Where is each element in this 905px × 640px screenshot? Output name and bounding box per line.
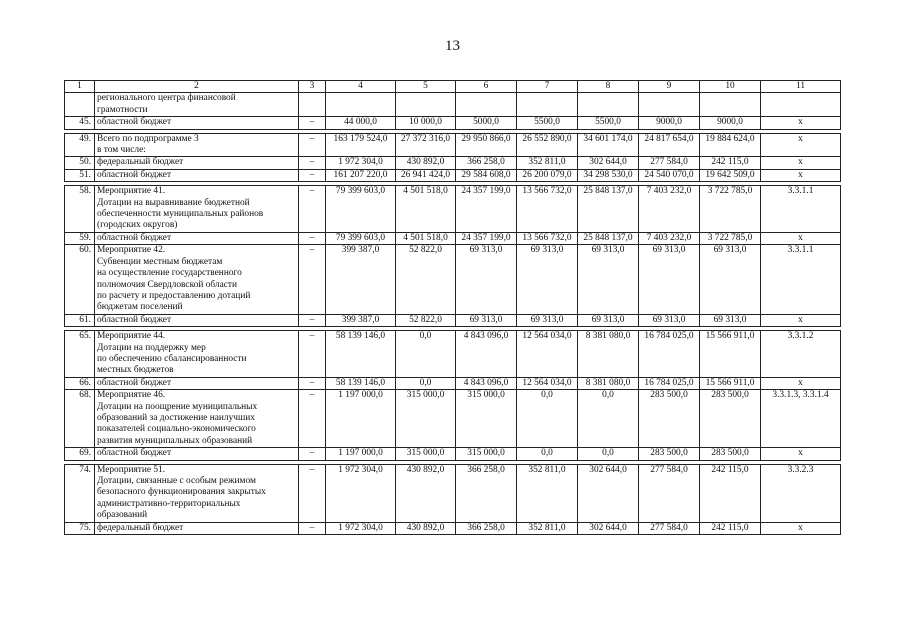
amount-cell: 26 941 424,0 bbox=[396, 169, 456, 181]
table-row bbox=[65, 169, 841, 181]
amount-cell: 242 115,0 bbox=[700, 157, 761, 169]
amount-cell: 9000,0 bbox=[639, 117, 700, 129]
target-ref: x bbox=[761, 377, 841, 389]
amount-cell: 302 644,0 bbox=[578, 522, 639, 534]
amount-cell bbox=[578, 93, 639, 117]
amount-cell: 161 207 220,0 bbox=[326, 169, 396, 181]
row-marker: – bbox=[299, 232, 326, 244]
row-description: областной бюджет bbox=[95, 377, 299, 389]
row-number: 60. bbox=[65, 245, 95, 314]
row-number: 66. bbox=[65, 377, 95, 389]
amount-cell: 16 784 025,0 bbox=[639, 377, 700, 389]
row-marker: – bbox=[299, 522, 326, 534]
row-marker: – bbox=[299, 377, 326, 389]
row-marker: – bbox=[299, 314, 326, 326]
amount-cell: 399 387,0 bbox=[326, 314, 396, 326]
amount-cell: 5500,0 bbox=[578, 117, 639, 129]
amount-cell: 352 811,0 bbox=[517, 464, 578, 522]
amount-cell: 315 000,0 bbox=[456, 390, 517, 448]
row-description: Мероприятие 51. Дотации, связанные с особым режимом безопасного функционирования закрытых административно-территориальных образований bbox=[95, 464, 299, 522]
amount-cell: 352 811,0 bbox=[517, 522, 578, 534]
column-header: 9 bbox=[639, 81, 700, 93]
amount-cell: 26 552 890,0 bbox=[517, 133, 578, 157]
row-description: областной бюджет bbox=[95, 169, 299, 181]
amount-cell bbox=[700, 93, 761, 117]
amount-cell: 69 313,0 bbox=[700, 314, 761, 326]
amount-cell: 8 381 080,0 bbox=[578, 377, 639, 389]
amount-cell: 69 313,0 bbox=[639, 245, 700, 314]
amount-cell: 0,0 bbox=[578, 390, 639, 448]
amount-cell: 1 972 304,0 bbox=[326, 157, 396, 169]
table-row bbox=[65, 314, 841, 326]
row-marker: – bbox=[299, 245, 326, 314]
amount-cell: 7 403 232,0 bbox=[639, 186, 700, 233]
amount-cell: 277 584,0 bbox=[639, 464, 700, 522]
amount-cell: 34 298 530,0 bbox=[578, 169, 639, 181]
amount-cell: 69 313,0 bbox=[456, 245, 517, 314]
amount-cell: 4 501 518,0 bbox=[396, 186, 456, 233]
column-header: 2 bbox=[95, 81, 299, 93]
table-row bbox=[65, 133, 841, 157]
row-number: 45. bbox=[65, 117, 95, 129]
amount-cell: 4 843 096,0 bbox=[456, 331, 517, 378]
amount-cell: 69 313,0 bbox=[639, 314, 700, 326]
row-description: Мероприятие 42. Субвенции местным бюджетам на осуществление государственного полномочия Свердловской области по расчету и предоставлению дотаций бюджетам поселений bbox=[95, 245, 299, 314]
table-row bbox=[65, 390, 841, 448]
target-ref: x bbox=[761, 133, 841, 157]
row-description: областной бюджет bbox=[95, 448, 299, 460]
amount-cell: 352 811,0 bbox=[517, 157, 578, 169]
amount-cell: 13 566 732,0 bbox=[517, 186, 578, 233]
row-number bbox=[65, 93, 95, 117]
amount-cell: 4 501 518,0 bbox=[396, 232, 456, 244]
row-number: 51. bbox=[65, 169, 95, 181]
row-number: 58. bbox=[65, 186, 95, 233]
target-ref: 3.3.2.3 bbox=[761, 464, 841, 522]
target-ref: 3.3.1.2 bbox=[761, 331, 841, 378]
column-header: 8 bbox=[578, 81, 639, 93]
row-description: Мероприятие 44. Дотации на поддержку мер по обеспечению сбалансированности местных бюджетов bbox=[95, 331, 299, 378]
row-description: Мероприятие 41. Дотации на выравнивание бюджетной обеспеченности муниципальных районов (городских округов) bbox=[95, 186, 299, 233]
target-ref: 3.3.1.3, 3.3.1.4 bbox=[761, 390, 841, 448]
row-number: 50. bbox=[65, 157, 95, 169]
amount-cell: 29 950 866,0 bbox=[456, 133, 517, 157]
row-marker: – bbox=[299, 133, 326, 157]
amount-cell: 24 817 654,0 bbox=[639, 133, 700, 157]
amount-cell: 1 197 000,0 bbox=[326, 448, 396, 460]
amount-cell: 315 000,0 bbox=[396, 390, 456, 448]
column-header: 4 bbox=[326, 81, 396, 93]
amount-cell: 58 139 146,0 bbox=[326, 377, 396, 389]
table-row bbox=[65, 331, 841, 378]
row-number: 69. bbox=[65, 448, 95, 460]
amount-cell: 283 500,0 bbox=[639, 448, 700, 460]
amount-cell: 69 313,0 bbox=[456, 314, 517, 326]
target-ref: x bbox=[761, 117, 841, 129]
amount-cell: 366 258,0 bbox=[456, 157, 517, 169]
amount-cell: 315 000,0 bbox=[456, 448, 517, 460]
row-marker bbox=[299, 93, 326, 117]
amount-cell: 25 848 137,0 bbox=[578, 186, 639, 233]
row-marker: – bbox=[299, 331, 326, 378]
amount-cell: 315 000,0 bbox=[396, 448, 456, 460]
amount-cell bbox=[456, 93, 517, 117]
amount-cell: 277 584,0 bbox=[639, 522, 700, 534]
amount-cell: 1 197 000,0 bbox=[326, 390, 396, 448]
column-header: 7 bbox=[517, 81, 578, 93]
amount-cell: 430 892,0 bbox=[396, 522, 456, 534]
row-number: 68. bbox=[65, 390, 95, 448]
amount-cell: 29 584 608,0 bbox=[456, 169, 517, 181]
amount-cell: 58 139 146,0 bbox=[326, 331, 396, 378]
row-description: федеральный бюджет bbox=[95, 522, 299, 534]
row-description: Всего по подпрограмме 3 в том числе: bbox=[95, 133, 299, 157]
amount-cell: 7 403 232,0 bbox=[639, 232, 700, 244]
target-ref: x bbox=[761, 448, 841, 460]
row-marker: – bbox=[299, 186, 326, 233]
amount-cell: 5000,0 bbox=[456, 117, 517, 129]
table-row bbox=[65, 377, 841, 389]
amount-cell: 1 972 304,0 bbox=[326, 522, 396, 534]
amount-cell: 366 258,0 bbox=[456, 464, 517, 522]
target-ref bbox=[761, 93, 841, 117]
table-row bbox=[65, 464, 841, 522]
row-marker: – bbox=[299, 390, 326, 448]
column-header: 3 bbox=[299, 81, 326, 93]
column-header: 1 bbox=[65, 81, 95, 93]
amount-cell: 0,0 bbox=[396, 377, 456, 389]
amount-cell: 430 892,0 bbox=[396, 464, 456, 522]
target-ref: x bbox=[761, 522, 841, 534]
amount-cell: 79 399 603,0 bbox=[326, 232, 396, 244]
amount-cell: 15 566 911,0 bbox=[700, 377, 761, 389]
row-number: 75. bbox=[65, 522, 95, 534]
target-ref: x bbox=[761, 157, 841, 169]
amount-cell: 430 892,0 bbox=[396, 157, 456, 169]
table-header-row bbox=[65, 81, 841, 93]
target-ref: x bbox=[761, 232, 841, 244]
amount-cell bbox=[517, 93, 578, 117]
amount-cell: 69 313,0 bbox=[578, 245, 639, 314]
amount-cell: 13 566 732,0 bbox=[517, 232, 578, 244]
table-row bbox=[65, 117, 841, 129]
amount-cell bbox=[396, 93, 456, 117]
amount-cell: 283 500,0 bbox=[700, 448, 761, 460]
row-description: регионального центра финансовой грамотности bbox=[95, 93, 299, 117]
row-marker: – bbox=[299, 464, 326, 522]
amount-cell: 277 584,0 bbox=[639, 157, 700, 169]
table-row bbox=[65, 232, 841, 244]
row-number: 74. bbox=[65, 464, 95, 522]
amount-cell: 0,0 bbox=[517, 390, 578, 448]
amount-cell: 52 822,0 bbox=[396, 245, 456, 314]
amount-cell: 12 564 034,0 bbox=[517, 331, 578, 378]
budget-table bbox=[64, 80, 841, 535]
row-description: областной бюджет bbox=[95, 232, 299, 244]
column-header: 11 bbox=[761, 81, 841, 93]
amount-cell bbox=[326, 93, 396, 117]
table-row bbox=[65, 93, 841, 117]
table-row bbox=[65, 157, 841, 169]
row-number: 59. bbox=[65, 232, 95, 244]
row-number: 61. bbox=[65, 314, 95, 326]
row-marker: – bbox=[299, 157, 326, 169]
amount-cell: 10 000,0 bbox=[396, 117, 456, 129]
column-header: 10 bbox=[700, 81, 761, 93]
row-description: федеральный бюджет bbox=[95, 157, 299, 169]
amount-cell: 69 313,0 bbox=[517, 245, 578, 314]
amount-cell: 69 313,0 bbox=[517, 314, 578, 326]
row-marker: – bbox=[299, 169, 326, 181]
amount-cell: 27 372 316,0 bbox=[396, 133, 456, 157]
amount-cell: 163 179 524,0 bbox=[326, 133, 396, 157]
row-description: Мероприятие 46. Дотации на поощрение муниципальных образований за достижение наилучших показателей социально-экономического развития муниципальных образований bbox=[95, 390, 299, 448]
amount-cell: 242 115,0 bbox=[700, 522, 761, 534]
amount-cell: 8 381 080,0 bbox=[578, 331, 639, 378]
row-description: областной бюджет bbox=[95, 117, 299, 129]
amount-cell: 16 784 025,0 bbox=[639, 331, 700, 378]
amount-cell: 302 644,0 bbox=[578, 464, 639, 522]
column-header: 6 bbox=[456, 81, 517, 93]
column-header: 5 bbox=[396, 81, 456, 93]
row-marker: – bbox=[299, 448, 326, 460]
amount-cell: 19 884 624,0 bbox=[700, 133, 761, 157]
amount-cell: 69 313,0 bbox=[700, 245, 761, 314]
amount-cell: 0,0 bbox=[517, 448, 578, 460]
amount-cell: 242 115,0 bbox=[700, 464, 761, 522]
amount-cell: 366 258,0 bbox=[456, 522, 517, 534]
amount-cell: 26 200 079,0 bbox=[517, 169, 578, 181]
target-ref: x bbox=[761, 314, 841, 326]
amount-cell: 12 564 034,0 bbox=[517, 377, 578, 389]
amount-cell: 3 722 785,0 bbox=[700, 232, 761, 244]
amount-cell: 9000,0 bbox=[700, 117, 761, 129]
row-marker: – bbox=[299, 117, 326, 129]
amount-cell: 25 848 137,0 bbox=[578, 232, 639, 244]
amount-cell: 302 644,0 bbox=[578, 157, 639, 169]
amount-cell: 283 500,0 bbox=[700, 390, 761, 448]
table-row bbox=[65, 245, 841, 314]
amount-cell: 34 601 174,0 bbox=[578, 133, 639, 157]
amount-cell: 5500,0 bbox=[517, 117, 578, 129]
target-ref: x bbox=[761, 169, 841, 181]
amount-cell: 0,0 bbox=[396, 331, 456, 378]
amount-cell: 1 972 304,0 bbox=[326, 464, 396, 522]
amount-cell: 24 357 199,0 bbox=[456, 186, 517, 233]
amount-cell: 283 500,0 bbox=[639, 390, 700, 448]
row-description: областной бюджет bbox=[95, 314, 299, 326]
amount-cell: 0,0 bbox=[578, 448, 639, 460]
row-number: 49. bbox=[65, 133, 95, 157]
amount-cell: 399 387,0 bbox=[326, 245, 396, 314]
amount-cell: 15 566 911,0 bbox=[700, 331, 761, 378]
amount-cell: 24 540 070,0 bbox=[639, 169, 700, 181]
amount-cell: 69 313,0 bbox=[578, 314, 639, 326]
amount-cell: 4 843 096,0 bbox=[456, 377, 517, 389]
table-row bbox=[65, 186, 841, 233]
page-number: 13 bbox=[445, 38, 460, 54]
amount-cell: 24 357 199,0 bbox=[456, 232, 517, 244]
amount-cell: 52 822,0 bbox=[396, 314, 456, 326]
amount-cell: 44 000,0 bbox=[326, 117, 396, 129]
target-ref: 3.3.1.1 bbox=[761, 245, 841, 314]
amount-cell: 3 722 785,0 bbox=[700, 186, 761, 233]
target-ref: 3.3.1.1 bbox=[761, 186, 841, 233]
row-number: 65. bbox=[65, 331, 95, 378]
amount-cell: 79 399 603,0 bbox=[326, 186, 396, 233]
amount-cell: 19 642 509,0 bbox=[700, 169, 761, 181]
amount-cell bbox=[639, 93, 700, 117]
table-row bbox=[65, 522, 841, 534]
table-row bbox=[65, 448, 841, 460]
